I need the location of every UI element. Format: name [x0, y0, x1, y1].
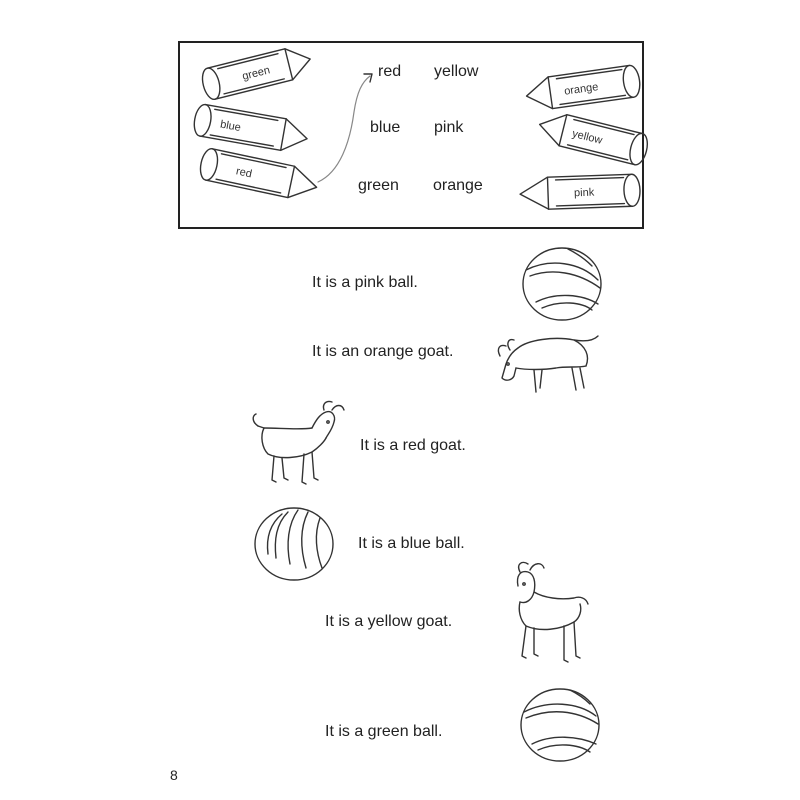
sentence-1: It is a pink ball.: [312, 274, 418, 291]
key-word-red: red: [378, 63, 402, 80]
crayon-label-red: red: [234, 165, 253, 181]
crayon-green-icon: [190, 44, 330, 100]
goat-icon: [494, 326, 600, 398]
sentence-3: It is a red goat.: [360, 437, 466, 454]
key-word-green: green: [358, 177, 399, 194]
crayon-pink-icon: [512, 164, 652, 220]
crayon-orange-icon: [520, 60, 650, 116]
crayon-label-pink: pink: [573, 186, 595, 200]
ball-icon: [518, 686, 604, 764]
ball-icon: [252, 506, 338, 582]
page-number: 8: [170, 767, 178, 783]
ball-icon: [520, 246, 606, 322]
sentence-6: It is a green ball.: [325, 723, 443, 740]
crayon-label-orange: orange: [563, 81, 600, 98]
goat-icon: [246, 396, 352, 496]
sentence-5: It is a yellow goat.: [325, 613, 453, 630]
crayon-label-green: green: [241, 64, 272, 83]
crayon-label-yellow: yellow: [570, 127, 604, 147]
key-word-pink: pink: [434, 119, 464, 136]
key-word-orange: orange: [433, 177, 483, 194]
key-word-yellow: yellow: [434, 63, 479, 80]
crayon-label-blue: blue: [219, 118, 242, 134]
crayon-yellow-icon: [530, 110, 660, 168]
goat-icon: [490, 560, 590, 670]
key-word-blue: blue: [370, 119, 401, 136]
sentence-2: It is an orange goat.: [312, 343, 454, 360]
sentence-4: It is a blue ball.: [358, 535, 465, 552]
